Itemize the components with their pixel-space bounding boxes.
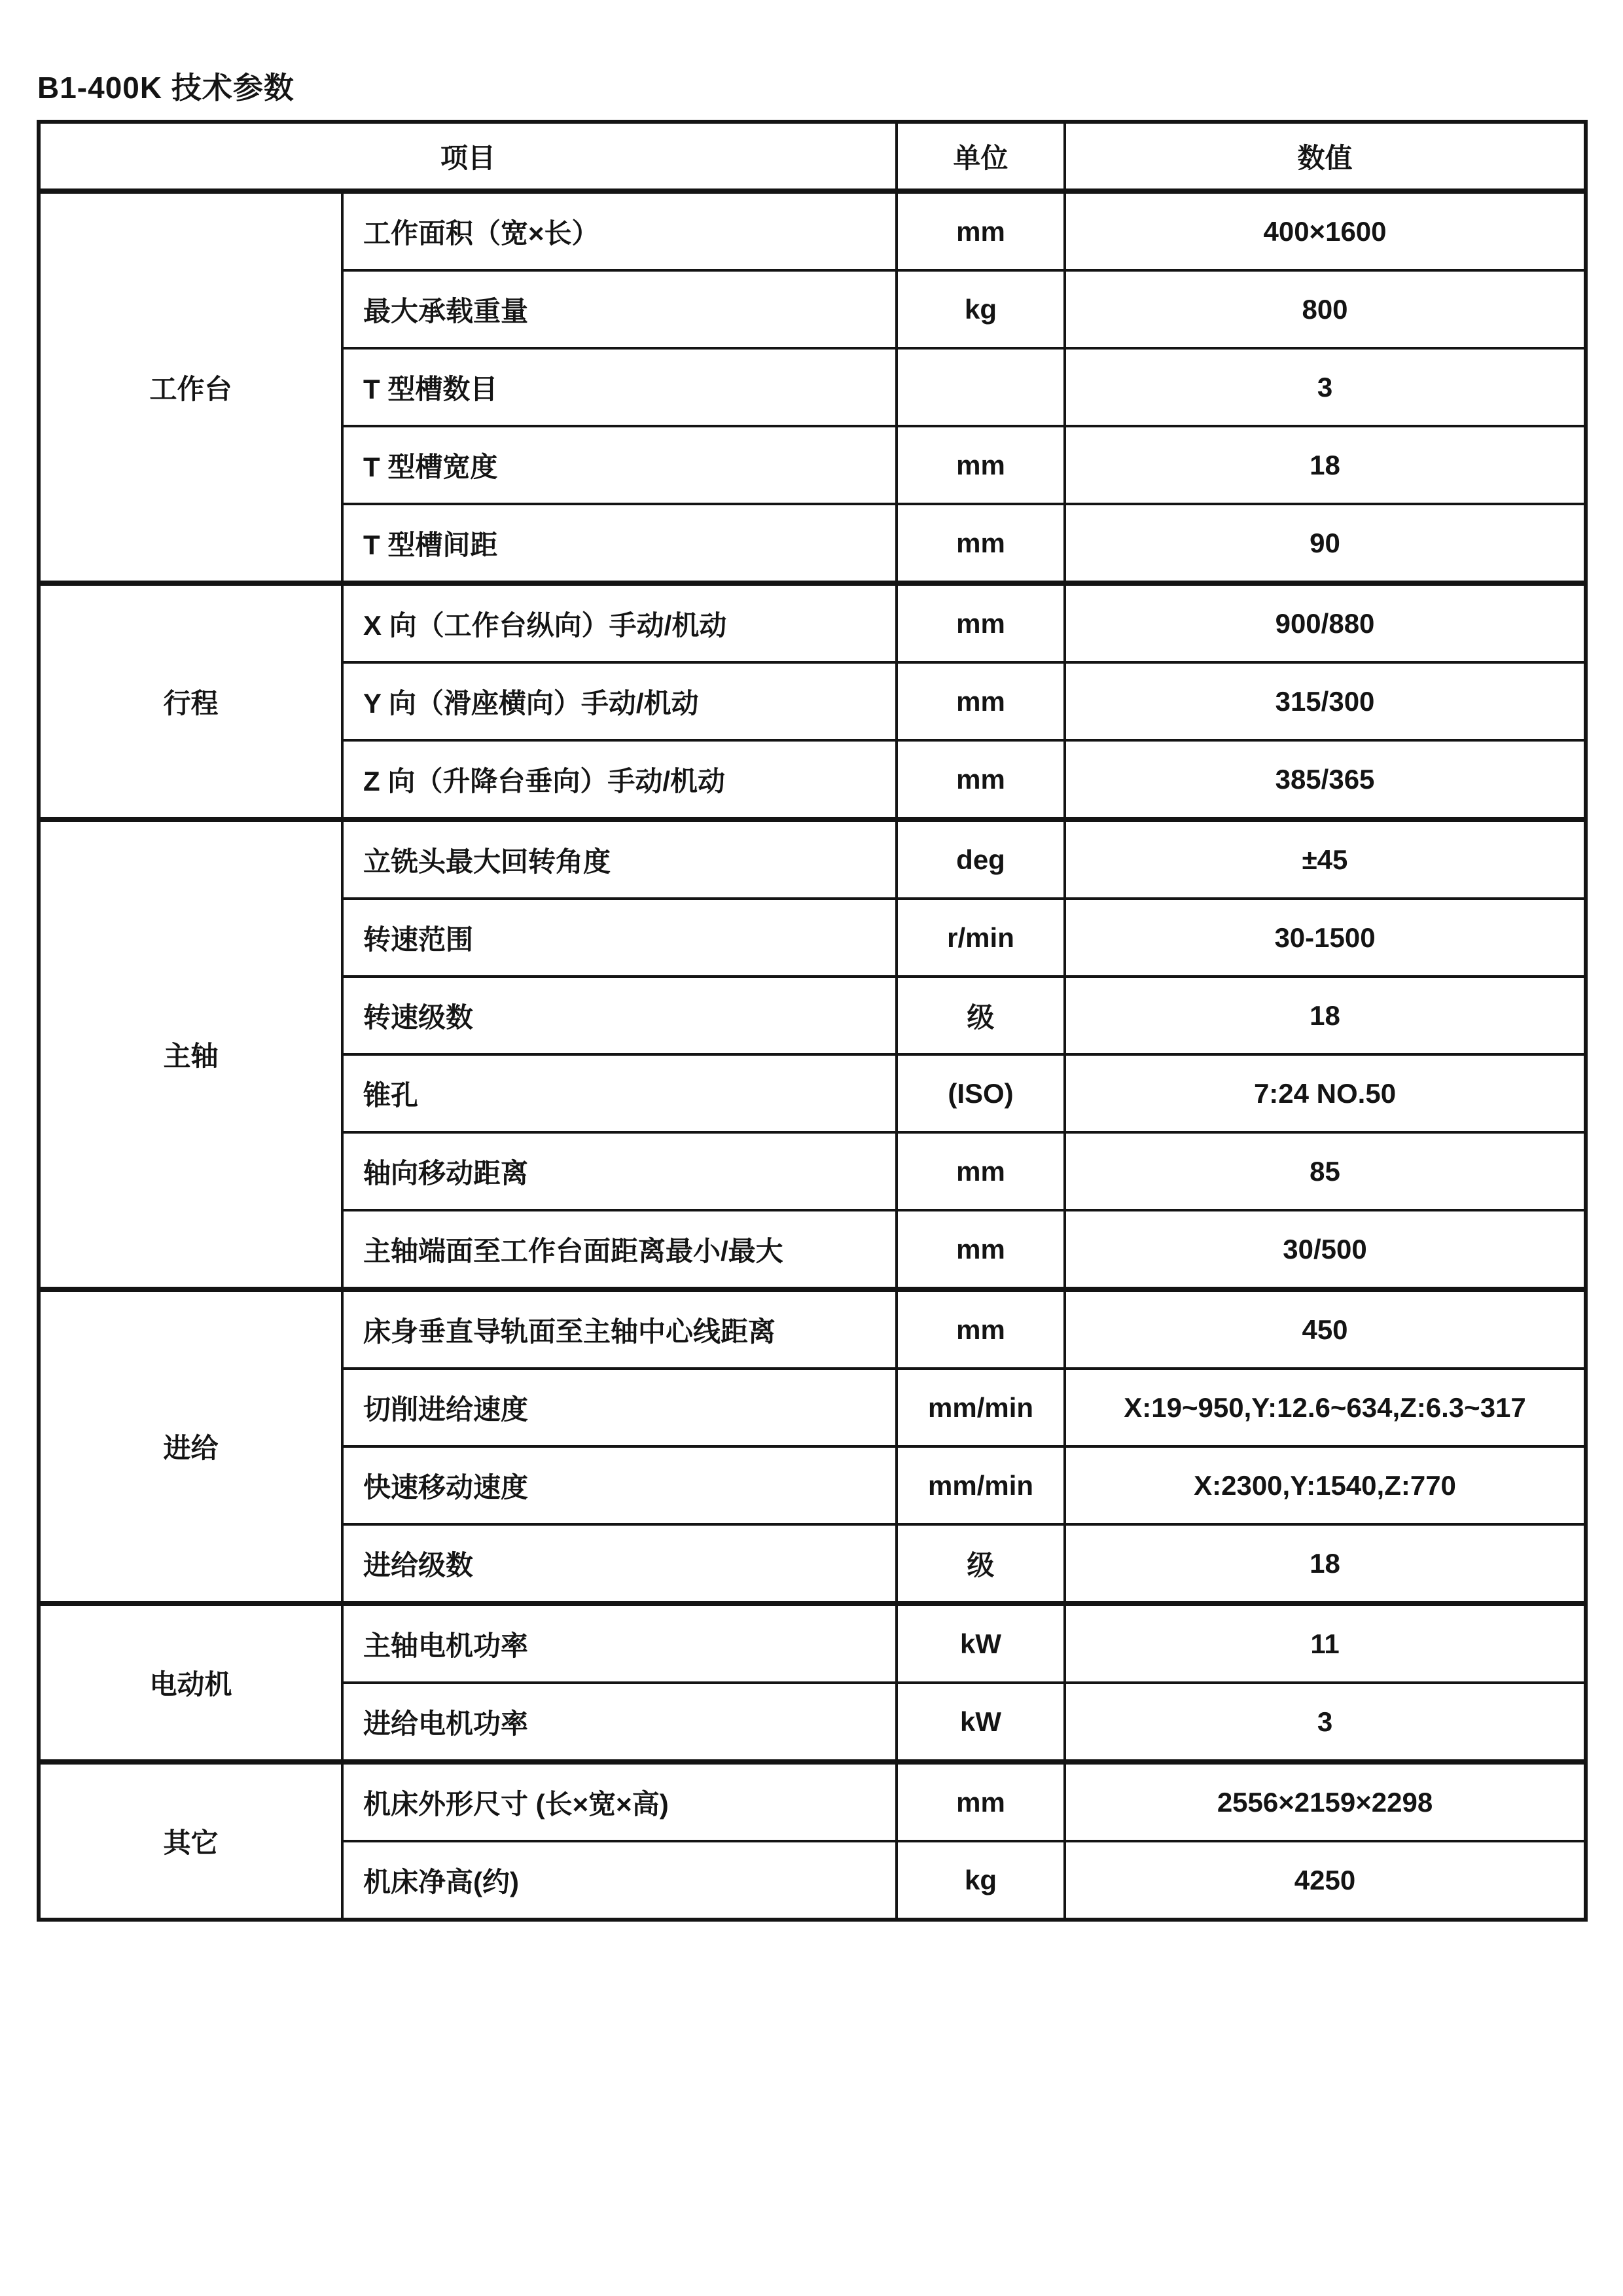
unit-cell: deg [897,819,1065,899]
unit-cell: mm [897,1289,1065,1369]
value-cell: 3 [1065,1683,1586,1762]
value-cell: 450 [1065,1289,1586,1369]
unit-cell: mm [897,504,1065,583]
group-cell-feed: 进给 [39,1289,342,1604]
value-cell: 30/500 [1065,1210,1586,1289]
value-cell: 400×1600 [1065,191,1586,270]
item-cell: 最大承载重量 [342,270,897,348]
unit-cell: kW [897,1604,1065,1683]
item-cell: 机床外形尺寸 (长×宽×高) [342,1762,897,1841]
unit-cell: kg [897,270,1065,348]
value-cell: 18 [1065,977,1586,1054]
unit-cell: mm [897,1132,1065,1210]
group-cell-worktable: 工作台 [39,191,342,583]
spec-table [37,120,1588,1922]
table-row [39,1604,1586,1683]
unit-cell: mm [897,583,1065,662]
table-header-row [39,122,1586,191]
table-row [39,191,1586,270]
header-item-cell: 项目 [39,122,897,191]
item-cell: 工作面积（宽×长） [342,191,897,270]
unit-cell: (ISO) [897,1054,1065,1132]
item-cell: T 型槽宽度 [342,426,897,504]
unit-cell: mm [897,426,1065,504]
unit-cell: mm/min [897,1446,1065,1524]
group-cell-travel: 行程 [39,583,342,819]
unit-cell: mm [897,1762,1065,1841]
item-cell: 轴向移动距离 [342,1132,897,1210]
header-value-cell: 数值 [1065,122,1586,191]
unit-cell: r/min [897,899,1065,977]
value-cell: 18 [1065,1524,1586,1604]
item-cell: 进给电机功率 [342,1683,897,1762]
value-cell: 11 [1065,1604,1586,1683]
value-cell: 900/880 [1065,583,1586,662]
item-cell: 进给级数 [342,1524,897,1604]
unit-cell: mm [897,1210,1065,1289]
value-cell: 30-1500 [1065,899,1586,977]
item-cell: 立铣头最大回转角度 [342,819,897,899]
value-cell: 85 [1065,1132,1586,1210]
value-cell: X:19~950,Y:12.6~634,Z:6.3~317 [1065,1369,1586,1446]
value-cell: 3 [1065,348,1586,426]
item-cell: 切削进给速度 [342,1369,897,1446]
item-cell: 床身垂直导轨面至主轴中心线距离 [342,1289,897,1369]
unit-cell: mm/min [897,1369,1065,1446]
group-cell-other: 其它 [39,1762,342,1920]
unit-cell: mm [897,740,1065,819]
item-cell: 快速移动速度 [342,1446,897,1524]
table-row [39,819,1586,899]
item-cell: Z 向（升降台垂向）手动/机动 [342,740,897,819]
unit-cell: kg [897,1841,1065,1920]
item-cell: 转速级数 [342,977,897,1054]
item-cell: X 向（工作台纵向）手动/机动 [342,583,897,662]
value-cell: 2556×2159×2298 [1065,1762,1586,1841]
item-cell: 主轴电机功率 [342,1604,897,1683]
value-cell: 315/300 [1065,662,1586,740]
unit-cell: kW [897,1683,1065,1762]
value-cell: X:2300,Y:1540,Z:770 [1065,1446,1586,1524]
item-cell: 锥孔 [342,1054,897,1132]
item-cell: T 型槽数目 [342,348,897,426]
unit-cell: mm [897,662,1065,740]
table-row [39,583,1586,662]
unit-cell: 级 [897,1524,1065,1604]
page-title: B1-400K 技术参数 [37,71,294,105]
group-cell-motor: 电动机 [39,1604,342,1762]
item-cell: 主轴端面至工作台面距离最小/最大 [342,1210,897,1289]
value-cell: 18 [1065,426,1586,504]
group-cell-spindle: 主轴 [39,819,342,1289]
value-cell: 4250 [1065,1841,1586,1920]
header-unit-cell: 单位 [897,122,1065,191]
item-cell: T 型槽间距 [342,504,897,583]
value-cell: ±45 [1065,819,1586,899]
unit-cell: mm [897,191,1065,270]
table-row [39,1289,1586,1369]
item-cell: 机床净高(约) [342,1841,897,1920]
table-row [39,1762,1586,1841]
item-cell: 转速范围 [342,899,897,977]
item-cell: Y 向（滑座横向）手动/机动 [342,662,897,740]
value-cell: 800 [1065,270,1586,348]
value-cell: 90 [1065,504,1586,583]
value-cell: 7:24 NO.50 [1065,1054,1586,1132]
value-cell: 385/365 [1065,740,1586,819]
unit-cell: 级 [897,977,1065,1054]
unit-cell [897,348,1065,426]
